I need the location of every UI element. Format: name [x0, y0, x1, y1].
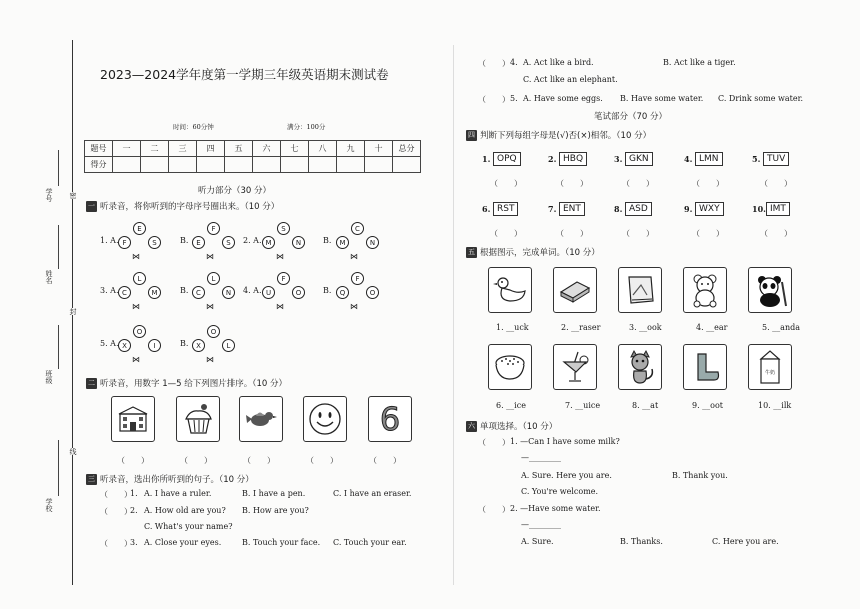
judge-answer-blank[interactable]: （ ） — [490, 179, 522, 188]
item-number: 9. — [684, 204, 693, 214]
gutter-blank-1[interactable] — [58, 150, 59, 186]
section-1-badge: 一 — [88, 202, 95, 210]
cat-icon — [622, 349, 658, 385]
picture-cat — [618, 344, 662, 390]
judge-answer-blank[interactable]: （ ） — [622, 179, 654, 188]
answer-blank[interactable]: （ ） — [478, 59, 510, 68]
picture-panda — [748, 267, 792, 313]
gutter-mark-3: 线 — [69, 448, 77, 455]
juice-glass-icon — [558, 350, 592, 384]
section-4-badge: 四 — [468, 131, 475, 139]
answer-blank[interactable]: （ ） — [100, 539, 132, 548]
section-4-text: 判断下列每组字母是(√)否(×)相邻。（10 分） — [480, 131, 652, 141]
letter-balloon[interactable]: N — [366, 236, 379, 249]
word-blank[interactable]: 9. __oot — [692, 401, 724, 410]
choice-b: B. Touch your face. — [242, 538, 321, 547]
score-header-cell: 四 — [197, 141, 225, 157]
order-answer-blank[interactable]: （ ） — [117, 456, 149, 465]
picture-juice — [553, 344, 597, 390]
score-header-cell: 总分 — [393, 141, 421, 157]
order-answer-blank[interactable]: （ ） — [243, 456, 275, 465]
score-entry-cell[interactable] — [393, 157, 421, 173]
choice-a: A. Close your eyes. — [144, 538, 222, 547]
item-number: 6. — [482, 204, 491, 214]
score-header-cell: 八 — [309, 141, 337, 157]
answer-blank[interactable]: （ ） — [478, 505, 510, 514]
option-b-bow-icon: ⋈ — [206, 302, 214, 311]
exam-title: 2023—2024学年度第一学期三年级英语期末测试卷 — [100, 67, 389, 82]
score-header-cell: 三 — [169, 141, 197, 157]
choice-a: A. How old are you? — [144, 505, 226, 515]
eraser-icon — [557, 276, 593, 304]
choice-b: B. How are you? — [242, 505, 309, 515]
judge-answer-blank[interactable]: （ ） — [622, 229, 654, 238]
section-3-badge: 三 — [88, 475, 95, 483]
choice-b: B. Thanks. — [620, 537, 663, 546]
letter-balloon[interactable]: O — [292, 286, 305, 299]
picture-cake — [176, 396, 220, 442]
option-b-label: B. — [180, 236, 189, 245]
letter-balloon[interactable]: F — [207, 222, 220, 235]
score-entry-cell[interactable] — [253, 157, 281, 173]
letter-balloon[interactable]: X — [118, 339, 131, 352]
option-a-label: 3. A. — [100, 286, 119, 295]
choice-c: C. Act like an elephant. — [523, 75, 618, 84]
score-header-cell: 五 — [225, 141, 253, 157]
picture-duck — [488, 267, 532, 313]
listening-heading: 听力部分（30 分） — [198, 186, 272, 196]
score-header-cell: 六 — [253, 141, 281, 157]
choice-a: A. I have a ruler. — [144, 489, 212, 498]
milk-carton-label: 牛奶 — [764, 370, 776, 376]
item-number: 7. — [548, 204, 557, 214]
letter-balloon[interactable]: O — [366, 286, 379, 299]
option-a-bow-icon: ⋈ — [132, 355, 140, 364]
choice-a: A. Have some eggs. — [523, 94, 603, 103]
gutter-mark-2: 封 — [69, 308, 77, 315]
score-entry-cell[interactable] — [225, 157, 253, 173]
letter-group: GKN — [625, 152, 653, 166]
section-3-heading — [86, 473, 254, 485]
letter-group: WXY — [695, 202, 724, 216]
option-a-label: 2. A. — [243, 236, 262, 245]
gutter-xingming: 姓名 — [45, 270, 53, 284]
section-6-text: 单项选择。（10 分） — [480, 422, 558, 432]
gutter-blank-3[interactable] — [58, 325, 59, 369]
letter-group: RST — [493, 202, 518, 216]
bird-icon — [244, 406, 278, 432]
letter-balloon[interactable]: S — [222, 236, 235, 249]
choice-b: B. Thank you. — [672, 471, 728, 480]
gutter-xuehao: 学号 — [45, 188, 53, 202]
answer-blank[interactable]: （ ） — [478, 438, 510, 447]
judge-answer-blank[interactable]: （ ） — [490, 229, 522, 238]
letter-group: OPQ — [493, 152, 521, 166]
order-answer-blank[interactable]: （ ） — [369, 456, 401, 465]
option-a-bow-icon: ⋈ — [132, 302, 140, 311]
book-icon — [623, 273, 657, 307]
score-header-cell: 题号 — [85, 141, 113, 157]
option-b-bow-icon: ⋈ — [206, 252, 214, 261]
school-icon — [115, 404, 151, 434]
gutter-mark-1: 密 — [69, 192, 77, 199]
judge-answer-blank[interactable]: （ ） — [692, 229, 724, 238]
foot-icon — [688, 350, 722, 384]
word-blank[interactable]: 5. __anda — [762, 323, 800, 332]
word-blank[interactable]: 10. __ilk — [758, 401, 792, 410]
judge-answer-blank[interactable]: （ ） — [556, 229, 588, 238]
section-6-badge: 六 — [468, 422, 475, 430]
section-5-badge: 五 — [468, 248, 475, 256]
section-3-text: 听录音，选出你所听到的句子。（10 分） — [100, 475, 254, 485]
item-number: 3. — [614, 154, 623, 164]
question-number: 1. — [130, 489, 138, 498]
option-a-label: 4. A. — [243, 286, 262, 295]
full-score-label: 满分：100分 — [287, 123, 326, 131]
section-5-heading — [466, 246, 600, 258]
panda-icon — [752, 272, 788, 308]
section-2-badge: 二 — [88, 379, 95, 387]
gutter-blank-4[interactable] — [58, 440, 59, 496]
choice-c: C. I have an eraser. — [333, 489, 412, 498]
option-b-label: B. — [323, 236, 332, 245]
letter-group: HBQ — [559, 152, 587, 166]
duck-icon — [492, 274, 528, 306]
option-a-label: 1. A. — [100, 236, 119, 245]
letter-balloon[interactable]: E — [192, 236, 205, 249]
score-row-label: 得分 — [85, 157, 113, 173]
score-entry-cell[interactable] — [141, 157, 169, 173]
picture-foot — [683, 344, 727, 390]
letter-balloon[interactable]: M — [336, 236, 349, 249]
item-number: 5. — [752, 154, 761, 164]
judge-answer-blank[interactable]: （ ） — [760, 179, 792, 188]
option-a-bow-icon: ⋈ — [132, 252, 140, 261]
choice-a: A. Sure. — [521, 537, 554, 546]
order-answer-blank[interactable]: （ ） — [306, 456, 338, 465]
option-b-label: B. — [180, 339, 189, 348]
item-number: 4. — [684, 154, 693, 164]
letter-balloon[interactable]: C — [192, 286, 205, 299]
score-header-cell: 七 — [281, 141, 309, 157]
letter-balloon[interactable]: L — [207, 272, 220, 285]
answer-blank[interactable]: （ ） — [100, 490, 132, 499]
letter-balloon[interactable]: O — [133, 325, 146, 338]
letter-group: LMN — [695, 152, 723, 166]
letter-group: ENT — [559, 202, 585, 216]
letter-balloon[interactable]: S — [277, 222, 290, 235]
cake-icon — [180, 401, 216, 437]
score-header-cell: 二 — [141, 141, 169, 157]
word-blank[interactable]: 7. __uice — [565, 401, 601, 410]
score-entry-cell[interactable] — [365, 157, 393, 173]
item-number: 8. — [614, 204, 623, 214]
picture-book — [618, 267, 662, 313]
rice-bowl-icon — [492, 352, 528, 382]
letter-balloon[interactable]: N — [222, 286, 235, 299]
score-entry-cell[interactable] — [169, 157, 197, 173]
score-header-cell: 一 — [113, 141, 141, 157]
picture-smiley — [303, 396, 347, 442]
picture-number-six — [368, 396, 412, 442]
picture-rice — [488, 344, 532, 390]
smiley-face-icon — [308, 402, 342, 436]
order-answer-blank[interactable]: （ ） — [180, 456, 212, 465]
score-entry-cell[interactable] — [309, 157, 337, 173]
choice-a: A. Sure. Here you are. — [521, 471, 612, 480]
score-entry-cell[interactable] — [337, 157, 365, 173]
answer-blank[interactable]: （ ） — [478, 95, 510, 104]
question-number: 5. — [510, 94, 518, 103]
letter-balloon[interactable]: M — [148, 286, 161, 299]
question-number: 2. — [130, 505, 138, 515]
section-5-text: 根据图示，完成单词。（10 分） — [480, 248, 600, 258]
letter-balloon[interactable]: F — [351, 272, 364, 285]
choice-c: C. What's your name? — [144, 521, 233, 531]
option-a-label: 5. A. — [100, 339, 119, 348]
word-blank[interactable]: 4. __ear — [696, 323, 728, 332]
letter-balloon[interactable]: Q — [336, 286, 349, 299]
written-heading: 笔试部分（70 分） — [594, 112, 668, 122]
picture-bear — [683, 267, 727, 313]
letter-balloon[interactable]: N — [292, 236, 305, 249]
section-6-heading — [466, 420, 557, 432]
gutter-xuexiao: 学校 — [45, 498, 53, 512]
item-number: 2. — [548, 154, 557, 164]
response-blank[interactable]: —________ — [521, 520, 561, 529]
letter-balloon[interactable]: L — [133, 272, 146, 285]
choice-c: C. You're welcome. — [521, 487, 599, 496]
score-header-cell: 十 — [365, 141, 393, 157]
picture-eraser — [553, 267, 597, 313]
section-2-text: 听录音，用数字 1—5 给下列图片排序。（10 分） — [100, 379, 287, 389]
gutter-blank-2[interactable] — [58, 225, 59, 269]
letter-balloon[interactable]: F — [118, 236, 131, 249]
choice-b: B. Have some water. — [620, 94, 704, 103]
word-blank[interactable]: 2. __raser — [561, 323, 601, 332]
item-number: 1. — [482, 154, 491, 164]
letter-balloon[interactable]: X — [192, 339, 205, 352]
section-1-text: 听录音，将你听到的字母序号圈出来。（10 分） — [100, 202, 280, 212]
score-header-cell: 九 — [337, 141, 365, 157]
option-a-bow-icon: ⋈ — [276, 302, 284, 311]
choice-c: C. Touch your ear. — [333, 538, 407, 547]
letter-group: ASD — [625, 202, 652, 216]
judge-answer-blank[interactable]: （ ） — [556, 179, 588, 188]
letter-balloon[interactable]: M — [262, 236, 275, 249]
judge-answer-blank[interactable]: （ ） — [692, 179, 724, 188]
section-4-heading — [466, 129, 651, 141]
choice-c: C. Drink some water. — [718, 94, 804, 103]
time-label: 时间：60分钟 — [173, 123, 214, 131]
picture-milk — [748, 344, 792, 390]
option-b-bow-icon: ⋈ — [206, 355, 214, 364]
choice-b: B. Act like a tiger. — [663, 58, 736, 67]
choice-a: A. Act like a bird. — [523, 58, 594, 67]
picture-school — [111, 396, 155, 442]
option-b-label: B. — [180, 286, 189, 295]
letter-balloon[interactable]: U — [262, 286, 275, 299]
option-b-label: B. — [323, 286, 332, 295]
question-number: 4. — [510, 58, 518, 67]
item-number: 10. — [752, 204, 766, 214]
option-b-bow-icon: ⋈ — [350, 302, 358, 311]
word-blank[interactable]: 6. __ice — [496, 401, 526, 410]
option-b-bow-icon: ⋈ — [350, 252, 358, 261]
letter-group: TUV — [763, 152, 789, 166]
section-2-heading — [86, 377, 287, 389]
question-number: 3. — [130, 538, 138, 547]
milk-carton-icon — [755, 349, 785, 385]
choice-b: B. I have a pen. — [242, 489, 306, 498]
letter-balloon[interactable]: F — [277, 272, 290, 285]
letter-balloon[interactable]: L — [222, 339, 235, 352]
question-text: 2. —Have some water. — [510, 504, 601, 513]
score-entry-cell[interactable] — [113, 157, 141, 173]
teddy-bear-icon — [687, 272, 723, 308]
letter-balloon[interactable]: I — [148, 339, 161, 352]
choice-c: C. Here you are. — [712, 537, 779, 546]
option-a-bow-icon: ⋈ — [276, 252, 284, 261]
score-entry-cell[interactable] — [281, 157, 309, 173]
section-1-heading — [86, 200, 279, 212]
answer-blank[interactable]: （ ） — [100, 506, 132, 516]
letter-balloon[interactable]: E — [133, 222, 146, 235]
letter-balloon[interactable]: O — [207, 325, 220, 338]
picture-bird — [239, 396, 283, 442]
gutter-banji: 班级 — [45, 370, 53, 384]
word-blank[interactable]: 3. __ook — [629, 323, 662, 332]
word-blank[interactable]: 1. __uck — [496, 323, 529, 332]
question-text: 1. —Can I have some milk? — [510, 437, 620, 446]
score-table — [84, 140, 421, 173]
column-divider — [453, 45, 454, 585]
response-blank[interactable]: —________ — [521, 453, 561, 462]
letter-group: IMT — [766, 202, 790, 216]
letter-balloon[interactable]: S — [148, 236, 161, 249]
letter-balloon[interactable]: C — [351, 222, 364, 235]
word-blank[interactable]: 8. __at — [632, 401, 659, 410]
score-entry-cell[interactable] — [197, 157, 225, 173]
number-six-icon: 6 — [379, 400, 401, 438]
judge-answer-blank[interactable]: （ ） — [760, 229, 792, 238]
letter-balloon[interactable]: C — [118, 286, 131, 299]
